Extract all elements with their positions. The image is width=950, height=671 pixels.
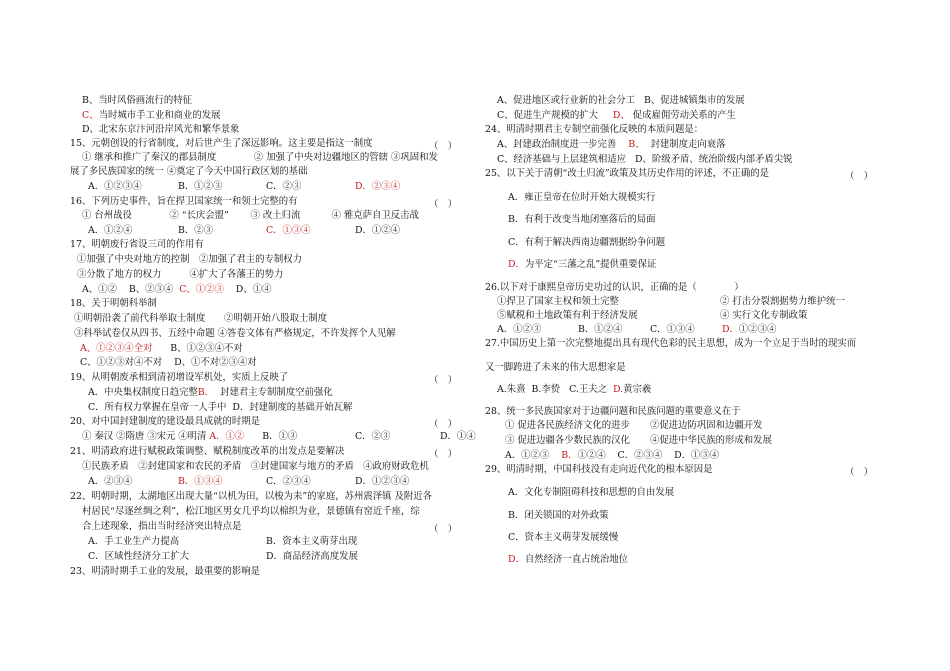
q14-option-c: C、当时城市手工业和商业的发展 [82,110,221,121]
q14-option-b: B、当时风俗画流行的特征 [82,95,193,106]
q22-option-c: C．区域性经济分工扩大 [88,551,189,562]
q20-stem: 20、对中国封建制度的建设最具成就的时期是 [70,416,261,427]
q28-statement-3: ③ 促进边疆各少数民族的汉化 [505,435,630,446]
q29-option-d: D．自然经济一直占统治地位 [508,554,629,565]
q17-statements-2: ③分散了地方的权力 ④扩大了各藩王的势力 [77,269,284,280]
q17-options: A、①② B、②③④ C、①②③ D、①④ [82,284,272,295]
q15-option-b: B．①②③ [178,181,223,192]
q15-option-a: A．①②③④ [88,181,142,192]
q22-stem-1: 22、明朝时期，太湖地区出现大量“以机为田，以梭为耒”的家庭，苏州震泽镇 及附近各 [70,491,432,502]
q18-options-ab: A、①②③④全对 B、①②③④不对 [80,343,243,354]
q23-stem: 23、明清时期手工业的发展，最重要的影响是 [70,566,261,577]
q27-options: A.朱熹 B.李贽 C.王夫之 D.黄宗羲 [497,384,652,395]
q21-statements: ①民族矛盾 ②封建国家和农民的矛盾 ③封建国家与地方的矛盾 ④政府财政危机 [82,461,429,472]
q21-option-d: D．①②③④ [355,476,410,487]
q22-stem-2: 村居民“尽逐丝绸之利”，松江地区男女几乎均以棉织为业，景德镇有窑近千座，综 [82,506,420,517]
q25-answer-paren: （ ） [845,171,874,182]
q20-option-c: C．②③ [355,431,391,442]
q15-option-c: C．②③ [266,181,302,192]
q21-option-c: C．②③④ [266,476,311,487]
q28-options: A．①②③ B．①②④ C．②③④ D．①③④ [505,450,720,461]
q28-stem: 28、统一多民族国家对于边疆问题和民族问题的重要意义在于 [485,406,741,417]
q15-statements-1: ① 继承和推广了秦汉的郡县制度 ② 加强了中央对边疆地区的管辖 ③巩固和发 [82,152,438,163]
q26-statement-2: ② 打击分裂割据势力维护统一 [720,296,845,307]
q24-options-cd: C、经济基础与上层建筑相适应 D、阶级矛盾、统治阶级内部矛盾尖锐 [497,154,793,165]
q16-option-a: A．①②④ [88,225,133,236]
q18-stem: 18、关于明朝科举制 [70,298,157,309]
q29-answer-paren: （ ） [845,467,874,478]
q26-stem: 26.以下对于康熙皇帝历史功过的认识，正确的是（ ） [485,282,744,293]
q28-statement-1: ① 促进各民族经济文化的进步 [505,420,630,431]
q28-statement-4: ④促进中华民族的形成和发展 [650,435,772,446]
q17-statements-1: ①加强了中央对地方的控制 ②加强了君主的专制权力 [77,254,303,265]
q22-option-d: D．商品经济高度发展 [266,551,358,562]
q26-option-d: D．①②③④ [722,324,777,335]
q14-option-d: D、北宋东京汴河沿岸风光和繁华景象 [82,124,240,135]
q26-statement-3: ⑤赋税和土地政策有利于经济发展 [497,310,638,321]
q22-stem-3: 合上述现象，指出当时经济突出特点是 [82,521,242,532]
q26-option-a: A．①②③ [497,324,542,335]
q16-answer-paren: （ ） [429,199,458,210]
q19-answer-paren: （ ） [429,375,458,386]
q29-option-c: C．资本主义萌芽发展缓慢 [508,532,619,543]
q18-options-cd: C、①②③对④不对 D、①不对②③④对 [80,357,257,368]
q15-option-d: D．②③④ [355,181,401,192]
q29-option-a: A．文化专制阻碍科技和思想的自由发展 [508,487,675,498]
q18-statements-2: ③科举试卷仅从四书、五经中命题 ④答卷文体有严格规定，不许发挥个人见解 [74,328,396,339]
q28-statement-2: ②促进边防巩固和边疆开发 [650,420,763,431]
q15-stem: 15、元朝创设的行省制度，对后世产生了深远影响。这主要是指这一制度 [70,138,373,149]
q27-stem-2: 又一脚跨进了未来的伟大思想家是 [485,362,626,373]
q19-stem: 19、从明朝废承相到清初增设军机处，实质上反映了 [70,372,289,383]
q16-stem: 16、下列历史事件，旨在捍卫国家统一和领土完整的有 [70,196,298,207]
q22-answer-paren: （ ） [429,524,458,535]
q27-stem-1: 27.中国历史上第一次完整地提出具有现代色彩的民主思想，成为一个立足于当时的现实而 [485,338,857,349]
q25-option-a: A．雍正皇帝在位时开始大规模实行 [508,192,656,203]
q26-option-b: B．①②④ [578,324,623,335]
q29-stem: 29、明清时期，中国科技没有走向近代化的根本原因是 [485,464,713,475]
q24-stem: 24、明清时期君主专制空前强化反映的本质问题是： [485,124,704,135]
q26-option-c: C．①③④ [650,324,695,335]
q25-option-d: D．为平定“三藩之乱”提供重要保证 [508,259,657,270]
q20-statements-and-options: ① 秦汉 ②隋唐 ③宋元 ④明清 A．①② B．①③ [82,431,298,442]
q26-statement-1: ①捍卫了国家主权和领土完整 [497,296,619,307]
q29-option-b: B．闭关锁国的对外政策 [508,510,609,521]
q15-answer-paren: （ ） [429,141,458,152]
q16-statements: ① 台州战役 ② “长庆会盟” ③ 改土归流 ④ 雅克萨自卫反击战 [82,210,419,221]
q16-option-b: B．②③ [178,225,214,236]
q21-stem: 21、明清政府进行赋税政策调整、赋税制度改革的出发点是要解决 [70,446,345,457]
q15-statements-2: 展了多民族国家的统一 ④奠定了今天中国行政区划的基础 [70,166,308,177]
q22-option-b: B．资本主义萌芽出现 [266,536,358,547]
q21-option-b: B．①③④ [178,476,223,487]
q25-option-b: B．有利于改变当地闭塞落后的局面 [508,214,656,225]
q21-option-a: A．②③④ [88,476,133,487]
q24-options-ab: A、封建政治制度进一步完善 B、 封建制度走向衰落 [497,139,726,150]
q18-statements-1: ①明朝沿袭了前代科举取士制度 ②明朝开始八股取士制度 [74,313,328,324]
q16-option-c: C．①③④ [266,225,311,236]
q23-options-cd: C、促进生产规模的扩大 D、 促成雇佣劳动关系的产生 [497,110,736,121]
q19-options-cd: C．所有权力掌握在皇帝一人手中 D．封建制度的基础开始瓦解 [88,402,353,413]
q26-statement-4: ④ 实行文化专制政策 [720,310,808,321]
q25-option-c: C．有利于解决西南边疆割据纷争问题 [508,237,666,248]
q17-stem: 17、明朝废行省设三司的作用有 [70,239,204,250]
q22-option-a: A．手工业生产力提高 [88,536,180,547]
q20-answer-paren: （ ） [429,419,458,430]
q21-answer-paren: （ ） [429,449,458,460]
q23-options-ab: A、促进地区或行业新的社会分工 B、促进城镇集市的发展 [497,95,745,106]
q16-option-d: D．①②④ [355,225,401,236]
q25-stem: 25、以下关于清朝“改土归流”政策及其历史作用的评述，不正确的是 [485,168,770,179]
q20-option-d: D．①④ [440,431,476,442]
q19-options-ab: A．中央集权制度日趋完整B． 封建君主专制制度空前强化 [88,387,333,398]
